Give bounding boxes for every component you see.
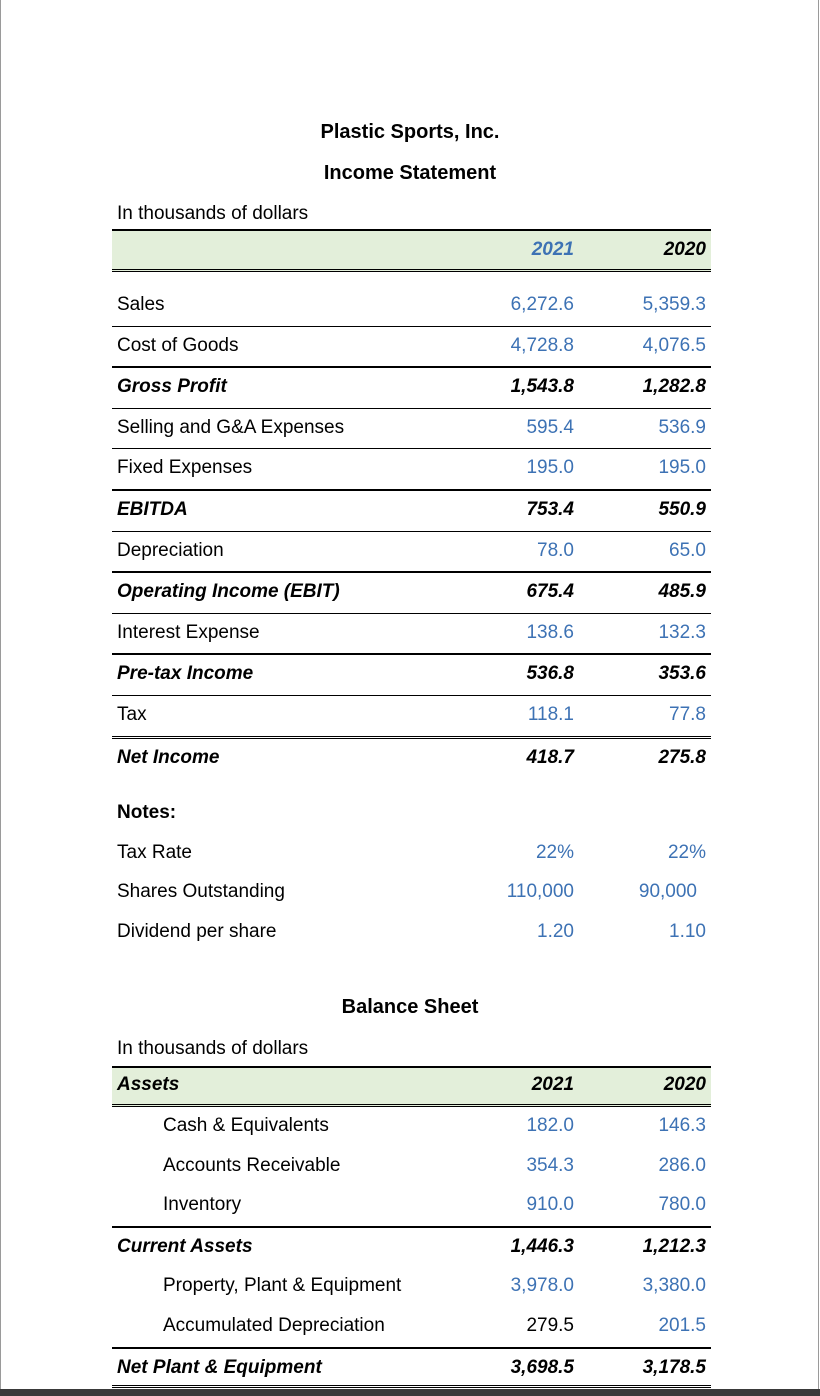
row-value-2021: 536.8 (526, 663, 574, 685)
row-value-2020: 90,000 (638, 881, 697, 903)
notes-title: Notes: (117, 802, 177, 823)
balance-row-inventory (112, 1186, 711, 1228)
notes-row-shares-outstanding (112, 873, 711, 913)
row-value-2020: 146.3 (658, 1115, 706, 1136)
notes-row-dividend (112, 913, 711, 953)
row-label: Accounts Receivable (163, 1154, 341, 1176)
notes-table (112, 794, 711, 952)
row-value-2021: 753.4 (526, 498, 574, 520)
income-header-row (112, 229, 711, 272)
row-value-2021: 138.6 (526, 621, 574, 643)
balance-row-current-assets (112, 1228, 711, 1268)
row-label: Tax (117, 703, 147, 725)
income-units-note: In thousands of dollars (117, 203, 309, 224)
row-value-2021: 118.1 (527, 703, 574, 725)
assets-label: Assets (117, 1074, 180, 1095)
row-value-2020: 536.9 (658, 416, 706, 438)
row-value-2020: 3,380.0 (642, 1275, 706, 1297)
income-row-net-income (112, 739, 711, 779)
page-border-right (818, 0, 819, 1396)
row-value-2021: 354.3 (526, 1154, 574, 1176)
row-value-2021: 418.7 (526, 746, 574, 768)
row-label: Shares Outstanding (117, 881, 285, 903)
income-row-fixed-expenses (112, 449, 711, 491)
row-value-2021: 910.0 (526, 1194, 574, 1216)
income-row-tax (112, 696, 711, 739)
income-row-cogs (112, 327, 711, 369)
income-row-interest-expense (112, 614, 711, 656)
balance-row-cash (112, 1107, 711, 1147)
row-value-2021: 595.4 (526, 416, 574, 438)
row-label: Fixed Expenses (117, 457, 253, 479)
row-label: Accumulated Depreciation (163, 1314, 385, 1336)
balance-row-accumulated-depreciation (112, 1307, 711, 1349)
row-value-2020: 195.0 (658, 457, 706, 479)
row-value-2020: 353.6 (658, 663, 706, 685)
row-label: Inventory (163, 1194, 242, 1216)
balance-sheet-table (112, 1066, 711, 1388)
row-value-2021: 182.0 (526, 1115, 574, 1136)
assets-header-row (112, 1066, 711, 1107)
row-value-2020: 77.8 (669, 703, 706, 725)
row-value-2020: 275.8 (658, 746, 706, 768)
income-row-ebitda (112, 491, 711, 532)
row-value-2021: 6,272.6 (510, 294, 574, 315)
row-value-2020: 132.3 (658, 621, 706, 643)
row-label: Property, Plant & Equipment (163, 1275, 402, 1297)
balance-row-ppe (112, 1267, 711, 1307)
row-value-2021: 78.0 (537, 539, 574, 561)
row-value-2020: 22% (667, 841, 706, 863)
row-value-2021: 675.4 (526, 581, 574, 603)
balance-row-net-plant (112, 1349, 711, 1388)
row-value-2021: 1,446.3 (510, 1235, 574, 1257)
row-value-2020: 1,212.3 (642, 1235, 706, 1257)
row-label: Tax Rate (117, 841, 192, 863)
row-value-2021: 22% (535, 841, 574, 863)
row-value-2020: 550.9 (658, 498, 706, 520)
row-label: Gross Profit (117, 376, 227, 398)
row-value-2020: 3,178.5 (642, 1356, 706, 1378)
row-label: Cost of Goods (117, 334, 239, 356)
row-value-2021: 1,543.8 (510, 376, 574, 398)
row-label: Cash & Equivalents (163, 1115, 329, 1136)
balance-year2-header: 2020 (663, 1074, 706, 1095)
row-label: Current Assets (117, 1235, 253, 1257)
row-label: Sales (117, 294, 165, 315)
row-value-2021: 3,698.5 (510, 1356, 574, 1378)
row-label: Selling and G&A Expenses (117, 416, 345, 438)
company-name: Plastic Sports, Inc. (320, 121, 500, 143)
balance-year1-header: 2021 (531, 1074, 574, 1095)
row-value-2021: 195.0 (526, 457, 574, 479)
row-label: Depreciation (117, 539, 224, 561)
row-label: Net Plant & Equipment (117, 1356, 322, 1378)
row-value-2020: 286.0 (658, 1154, 706, 1176)
row-label: Interest Expense (117, 621, 260, 643)
row-value-2020: 485.9 (658, 581, 706, 603)
balance-sheet-title: Balance Sheet (341, 996, 479, 1018)
page-border-left (0, 0, 1, 1396)
income-year2-header: 2020 (663, 239, 706, 260)
row-value-2020: 65.0 (669, 539, 706, 561)
row-value-2020: 5,359.3 (642, 294, 706, 315)
row-value-2020: 4,076.5 (642, 334, 706, 356)
income-statement-table (112, 229, 711, 778)
notes-header (112, 794, 711, 834)
income-year1-header: 2021 (531, 239, 574, 260)
row-label: EBITDA (117, 498, 188, 520)
row-value-2021: 1.20 (537, 920, 574, 942)
income-row-ebit (112, 573, 711, 614)
row-value-2021: 110,000 (506, 881, 574, 903)
income-row-pretax-income (112, 655, 711, 696)
notes-row-tax-rate (112, 834, 711, 874)
income-row-sga (112, 409, 711, 450)
balance-units-note: In thousands of dollars (117, 1038, 309, 1059)
row-value-2020: 201.5 (658, 1314, 706, 1336)
row-value-2021: 4,728.8 (510, 334, 574, 356)
page-border-bottom (0, 1389, 820, 1396)
income-row-depreciation (112, 532, 711, 574)
row-label: Operating Income (EBIT) (117, 581, 340, 603)
row-value-2020: 1,282.8 (642, 376, 706, 398)
income-statement-title: Income Statement (323, 162, 497, 184)
row-value-2021: 3,978.0 (510, 1275, 574, 1297)
income-row-sales (112, 286, 711, 327)
row-value-2021: 279.5 (526, 1314, 574, 1336)
row-value-2020: 1.10 (669, 920, 706, 942)
row-label: Dividend per share (117, 920, 277, 942)
balance-row-receivables (112, 1147, 711, 1187)
row-label: Pre-tax Income (117, 663, 254, 685)
income-row-gross-profit (112, 368, 711, 409)
row-label: Net Income (117, 746, 220, 768)
row-value-2020: 780.0 (658, 1194, 706, 1216)
